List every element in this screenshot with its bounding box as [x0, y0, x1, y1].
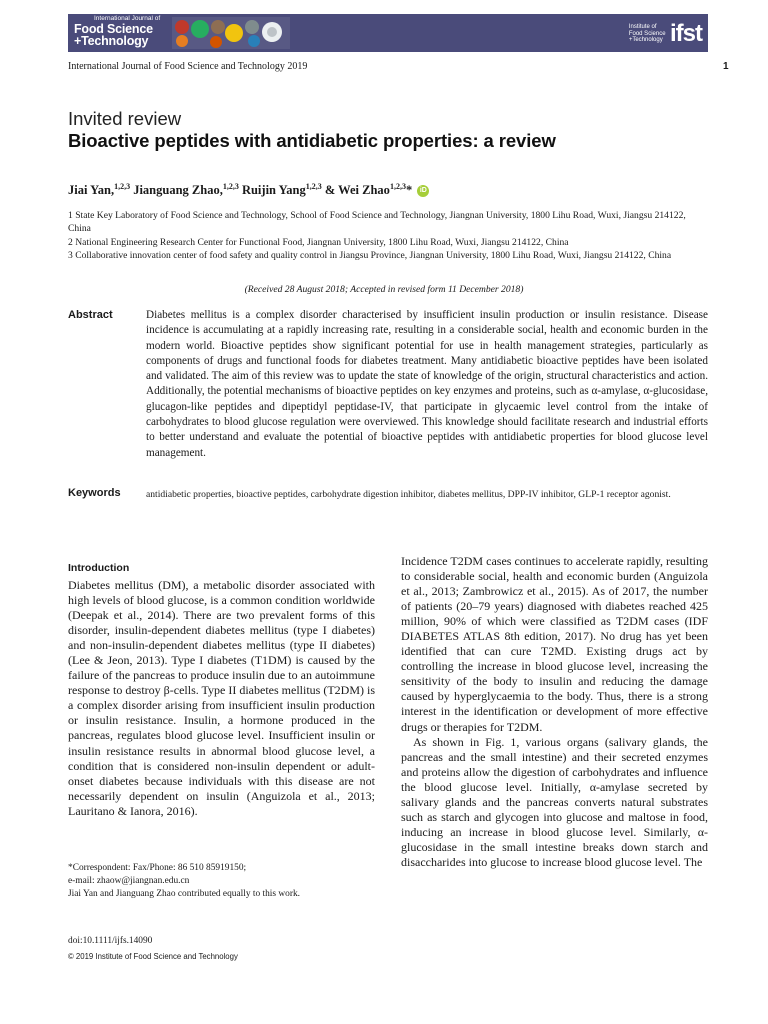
author-affiliation-mark: 1,2,3	[222, 182, 239, 191]
ifst-small-2: Food Science	[628, 30, 666, 37]
paragraph: As shown in Fig. 1, various organs (salivary glands, the pancreas and the small intestine) and their secreted enzymes and proteins allow the digestion of carbohydrates and influence the blood glucose level. Initially, α-amylase secreted by salivary glands and the pancreas converts natural substrates such as starch and glycogen into glucose and maltose in food, inducing an increase in blood glucose level. Similarly, α-glucosidase in the small intestine breaks down starch and disaccharides into glucose to increase blood glucose level. The	[401, 734, 708, 869]
abstract-text: Diabetes mellitus is a complex disorder characterised by insufficient insulin production or insulin resistance. Disease incidence is accumulating at a rapidly increasing rate, resulting in a considerable social, health and economic burden in the modern world. Bioactive peptides show significant potential for use in health management strategies, particularly as components of drugs and functional foods for diabetes treatment. Many antidiabetic bioactive peptides have been isolated and validated. The aim of this review was to update the state of knowledge of the origin, structural characteristics and action. Additionally, the potential mechanisms of bioactive peptides on key enzymes and proteins, such as α-amylase, α-glucosidase, glucagon-like peptides and dipeptidyl peptidase-IV, that participate in glycaemic level control from the intake of carbohydrates to blood glucose regulation were overviewed. This knowledge should facilitate research and industrial efforts to better understand and evaluate the potential of bioactive peptides with antidiabetic properties for blood glucose level management.	[146, 309, 708, 459]
article-type: Invited review	[68, 108, 182, 129]
article-title: Bioactive peptides with antidiabetic properties: a review	[68, 130, 556, 151]
ifst-small-1: Institute of	[628, 24, 657, 31]
footnotes	[68, 862, 378, 901]
left-column	[68, 578, 375, 819]
ifst-logo	[629, 20, 702, 48]
affiliation-1: 1 State Key Laboratory of Food Science and Technology, School of Food Science and Technology, Jiangnan University, 1800 Lihu Road, Wuxi, Jiangsu 214122, China	[68, 210, 686, 234]
logo-line-1: Food Science	[74, 21, 153, 36]
footnote-email: e-mail: zhaow@jiangnan.edu.cn	[68, 876, 190, 886]
logo-line-2: +Technology	[74, 34, 149, 48]
author-name: & Wei Zhao	[324, 183, 390, 198]
affiliation-2: 2 National Engineering Research Center for Functional Food, Jiangnan University, 1800 Lihu Road, Wuxi, Jiangsu 214122, China	[68, 237, 569, 248]
orcid-icon[interactable]: iD	[417, 185, 429, 197]
doi[interactable]: doi:10.1111/ijfs.14090	[68, 936, 153, 946]
ifst-word: ifst	[670, 20, 702, 47]
paragraph: Incidence T2DM cases continues to accelerate rapidly, resulting to considerable social, health and economic burden (Anguizola et al., 2013; Zambrowicz et al., 2015). As of 2017, the number of patients (20–79 years) diagnosed with diabetes reached 425 million, 90% of which were classified as T2DM cases (IDF DIABETES ATLAS 8th edition, 2017). No drug has yet been identified that can cure T2MD. Existing drugs act by controlling the increase in blood glucose level, increasing the sensitivity of the body to insulin and reducing the damage caused by hyperglycaemia to the body. Thus, there is a strong interest in the identification or development of more effective drugs or therapies for T2DM.	[401, 554, 708, 734]
author-affiliation-mark: 1,2,3	[305, 182, 322, 191]
author-list	[68, 182, 429, 198]
paragraph: Diabetes mellitus (DM), a metabolic disorder associated with high levels of blood glucose, is a common condition worldwide (Deepak et al., 2014). There are two prevalent forms of this disorder, insulin-dependent diabetes mellitus (type I diabetes) and non-insulin-dependent diabetes mellitus (type II diabetes) (Lee & Jeon, 2013). Type I diabetes (T1DM) is caused by the failure of the pancreas to produce insulin due to an autoimmune response to destroy β-cells. Type II diabetes mellitus (T2DM) is a complex disorder arising from insufficient insulin production or insulin resistance. Insulin, a hormone produced in the pancreas, regulates blood glucose level. Insufficient insulin or insulin resistance results in abnormal blood glucose level, a condition that is considered non-insulin dependent or adult-onset diabetes because individuals with this disease are not necessarily dependent on insulin (Anguizola et al., 2013; Lauritano & Ianora, 2016).	[68, 578, 375, 818]
affiliation-3: 3 Collaborative innovation center of food safety and quality control in Jiangsu Province, Jiangnan University, 1800 Lihu Road, Wuxi, Jiangsu 214122, China	[68, 250, 672, 261]
journal-banner	[68, 14, 708, 52]
logo-small-text: International Journal of	[94, 15, 161, 22]
section-heading-introduction: Introduction	[68, 562, 130, 574]
author-name: Jianguang Zhao,	[133, 183, 223, 198]
ifst-small-3: +Technology	[628, 37, 663, 44]
keywords-text: antidiabetic properties, bioactive peptides, carbohydrate digestion inhibitor, diabetes mellitus, DPP-IV inhibitor, GLP-1 receptor agonist.	[146, 489, 671, 500]
abstract-label: Abstract	[68, 309, 113, 321]
author-affiliation-mark: 1,2,3	[389, 182, 406, 191]
copyright: © 2019 Institute of Food Science and Technology	[68, 952, 238, 961]
author-name: Jiai Yan,	[68, 183, 115, 198]
received-dates: (Received 28 August 2018; Accepted in revised form 11 December 2018)	[244, 284, 524, 295]
corresponding-mark: *	[405, 183, 413, 198]
journal-logo-images	[172, 17, 290, 49]
keywords-label: Keywords	[68, 487, 121, 499]
footnote-equal-contribution: Jiai Yan and Jianguang Zhao contributed equally to this work.	[68, 889, 300, 899]
footnote-correspondent: *Correspondent: Fax/Phone: 86 510 85919150;	[68, 863, 247, 873]
right-column	[401, 554, 708, 870]
running-head: International Journal of Food Science and Technology 2019	[68, 61, 308, 72]
author-name: Ruijin Yang	[241, 183, 306, 198]
page-number: 1	[723, 61, 729, 72]
author-affiliation-mark: 1,2,3	[114, 182, 131, 191]
journal-logo	[74, 16, 160, 48]
